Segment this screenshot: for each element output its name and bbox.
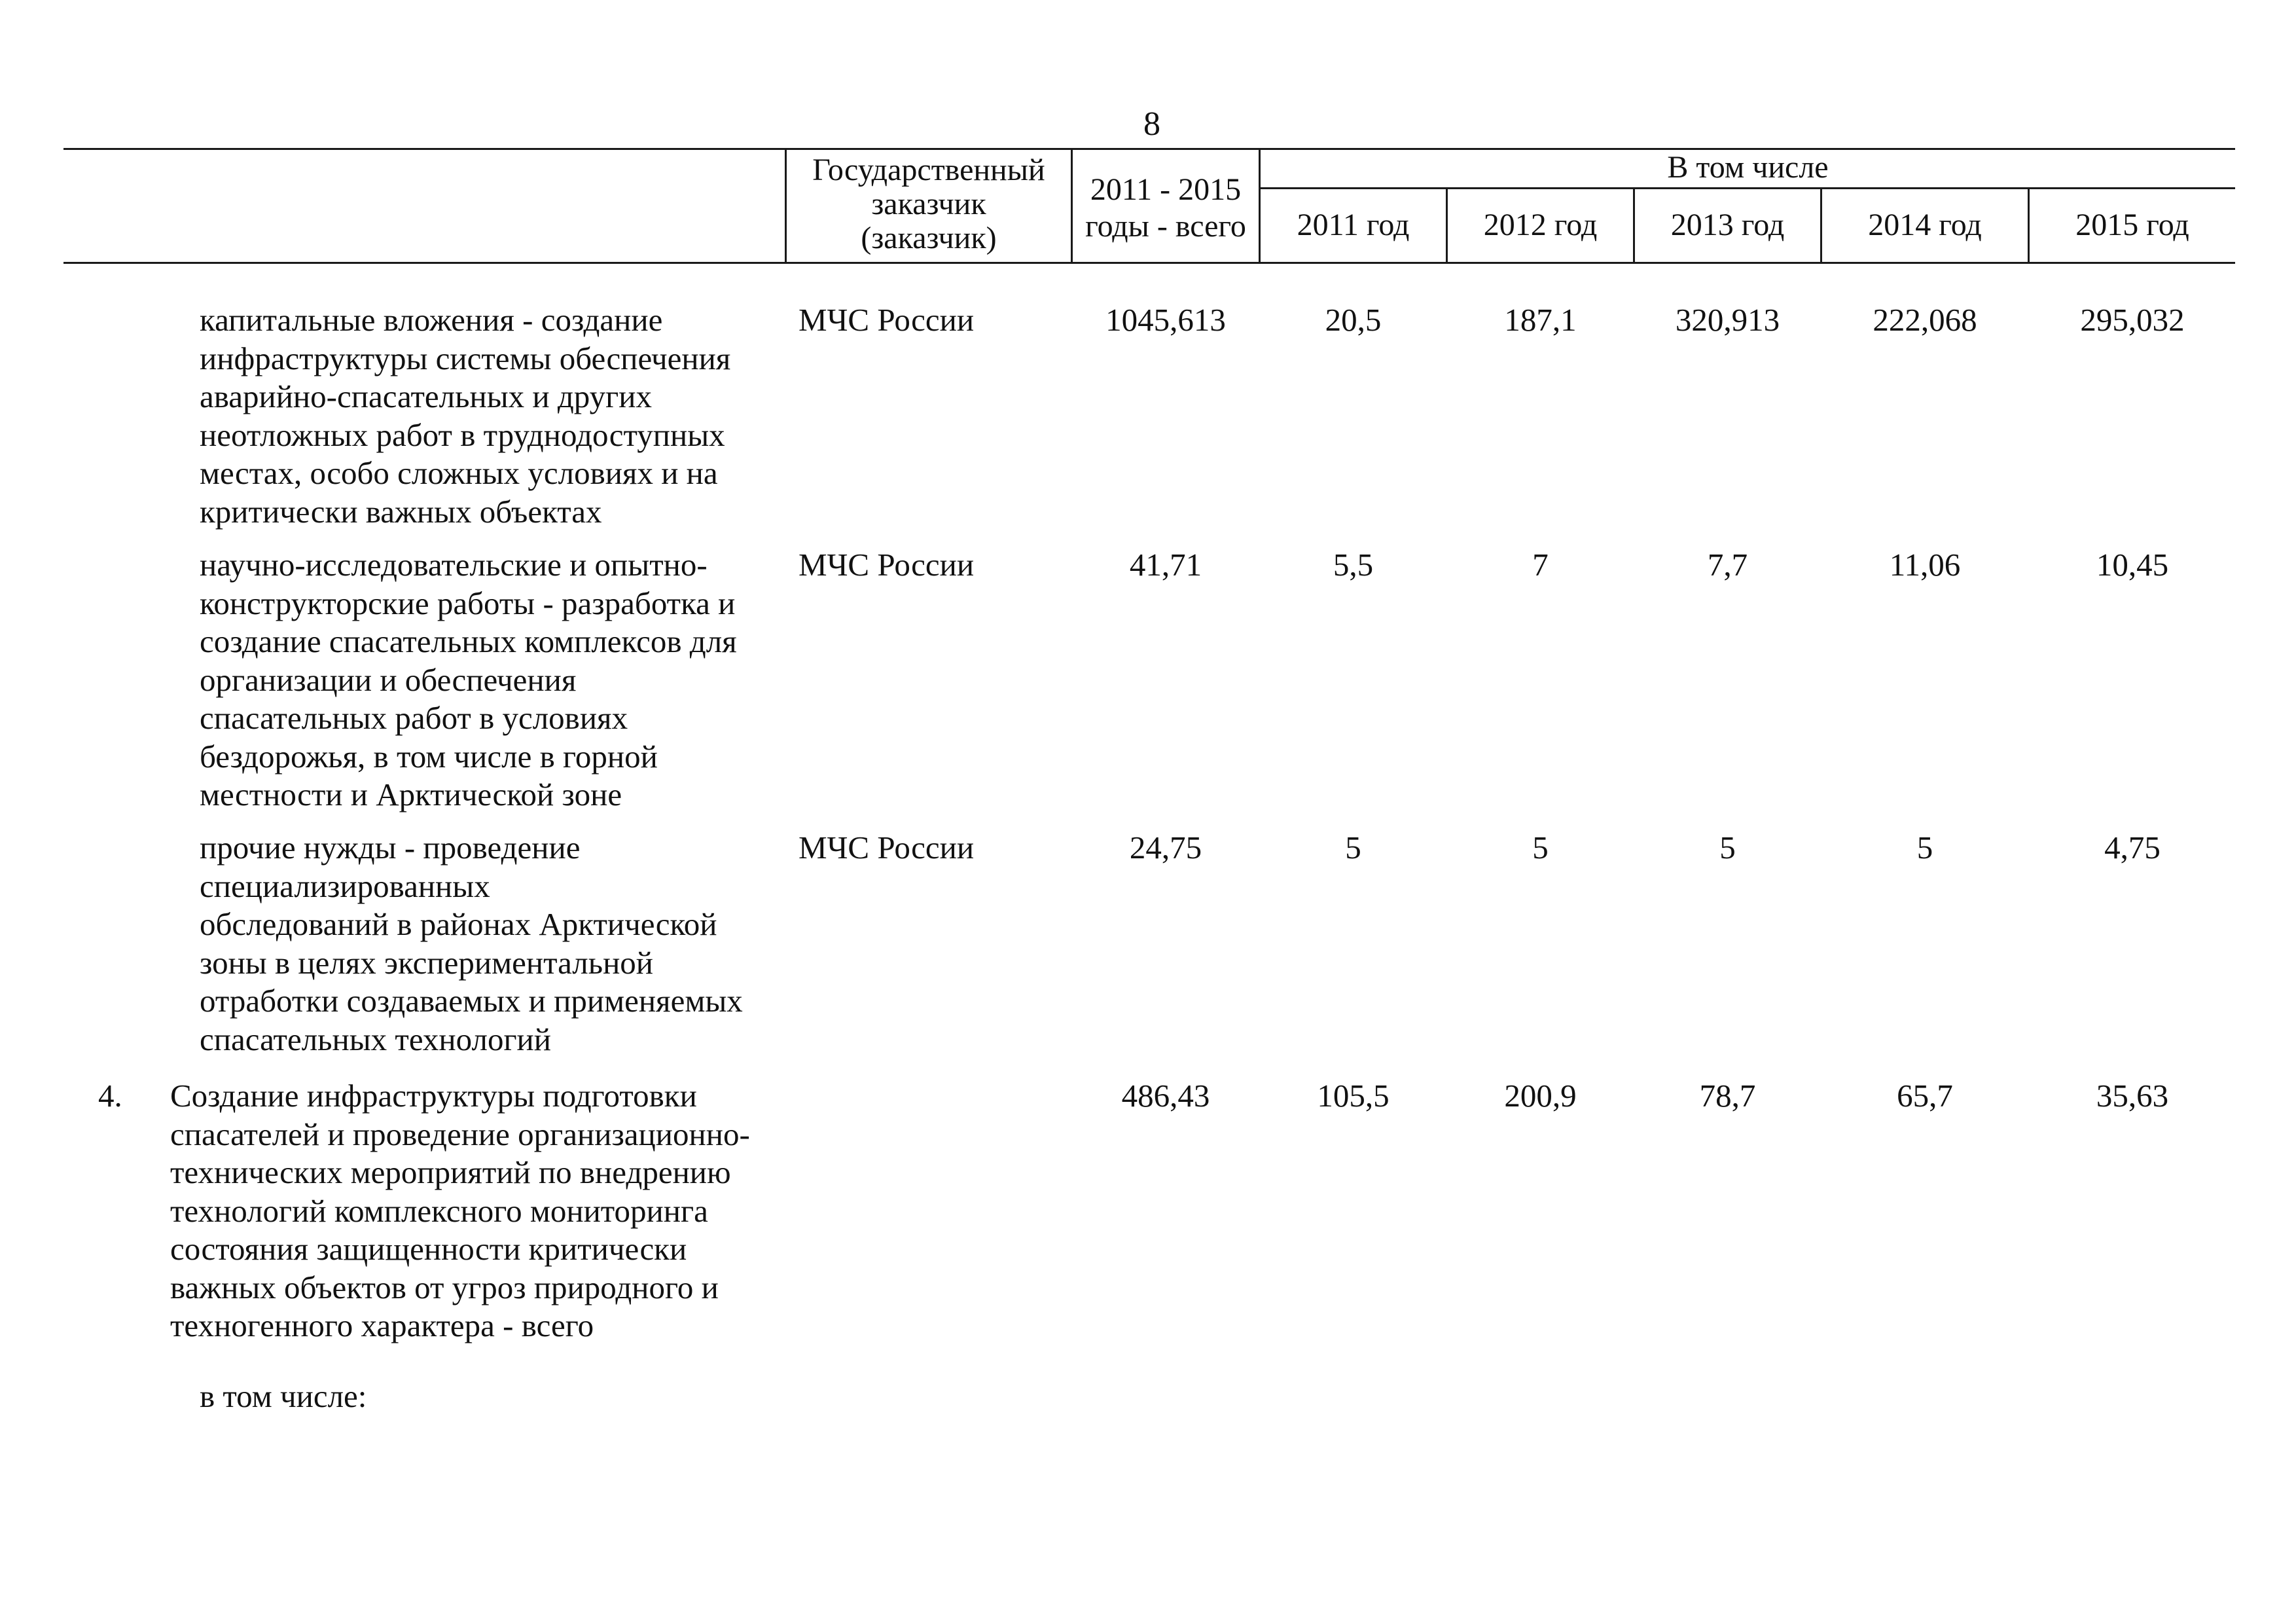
row-value-2011: 5,5 bbox=[1333, 547, 1374, 583]
row-value-2013: 78,7 bbox=[1699, 1078, 1756, 1114]
row-value-2014: 222,068 bbox=[1873, 302, 1977, 338]
header-top-rule bbox=[63, 148, 2235, 150]
row-value-2012: 7 bbox=[1532, 547, 1549, 583]
row-value-2013: 7,7 bbox=[1707, 547, 1748, 583]
row-value-2012: 200,9 bbox=[1504, 1078, 1577, 1114]
row-total: 24,75 bbox=[1129, 830, 1202, 866]
row-customer: МЧС России bbox=[798, 302, 975, 338]
header-year-2012: 2012 год bbox=[1483, 208, 1598, 242]
footer-note: в том числе: bbox=[200, 1378, 367, 1414]
row-total: 41,71 bbox=[1129, 547, 1202, 583]
row-value-2011: 20,5 bbox=[1325, 302, 1382, 338]
header-year-2011: 2011 год bbox=[1297, 208, 1410, 242]
page-number: 8 bbox=[1143, 105, 1160, 143]
row-description: прочие нужды - проведение специализированных обследований в районах Арктической зоны в целях экспериментальной отработки создаваемых и применяемых спасательных технологий bbox=[200, 830, 743, 1057]
header-year-2013: 2013 год bbox=[1670, 208, 1785, 242]
row-customer: МЧС России bbox=[798, 547, 975, 583]
row-customer: МЧС России bbox=[798, 830, 975, 866]
row-value-2014: 11,06 bbox=[1889, 547, 1961, 583]
row-value-2013: 320,913 bbox=[1675, 302, 1780, 338]
row-value-2015: 295,032 bbox=[2080, 302, 2185, 338]
header-customer: Государственный заказчик (заказчик) bbox=[812, 153, 1045, 255]
row-value-2015: 4,75 bbox=[2104, 830, 2161, 866]
row-value-2013: 5 bbox=[1719, 830, 1736, 866]
header-year-2015: 2015 год bbox=[2075, 208, 2189, 242]
row-value-2014: 65,7 bbox=[1897, 1078, 1953, 1114]
row-index: 4. bbox=[98, 1078, 122, 1114]
row-total: 1045,613 bbox=[1105, 302, 1226, 338]
row-value-2011: 105,5 bbox=[1317, 1078, 1390, 1114]
header-year-2014: 2014 год bbox=[1868, 208, 1982, 242]
row-value-2012: 187,1 bbox=[1504, 302, 1577, 338]
row-description: капитальные вложения - создание инфраструктуры системы обеспечения аварийно-спасательных и других неотложных работ в труднодоступных местах, особо сложных условиях и на критически важных объектах bbox=[200, 302, 731, 530]
header-subgroup-rule bbox=[1259, 187, 2235, 189]
row-value-2014: 5 bbox=[1916, 830, 1933, 866]
header-total: 2011 - 2015 годы - всего bbox=[1085, 172, 1246, 244]
row-value-2012: 5 bbox=[1532, 830, 1549, 866]
row-value-2015: 35,63 bbox=[2096, 1078, 2169, 1114]
row-value-2011: 5 bbox=[1345, 830, 1361, 866]
header-including: В том числе bbox=[1667, 150, 1829, 185]
row-value-2015: 10,45 bbox=[2096, 547, 2169, 583]
row-description: Создание инфраструктуры подготовки спасателей и проведение организационно- технических мероприятий по внедрению технологий комплексного мониторинга состояния защищенности критически важных объектов от угроз природного и техногенного характера - всего bbox=[170, 1078, 750, 1343]
row-total: 486,43 bbox=[1121, 1078, 1210, 1114]
row-description: научно-исследовательские и опытно- конструкторские работы - разработка и создание спасательных комплексов для организации и обеспечения спасательных работ в условиях бездорожья, в том числе в горной местности и Арктической зоне bbox=[200, 547, 737, 812]
header-bottom-rule bbox=[63, 262, 2235, 264]
